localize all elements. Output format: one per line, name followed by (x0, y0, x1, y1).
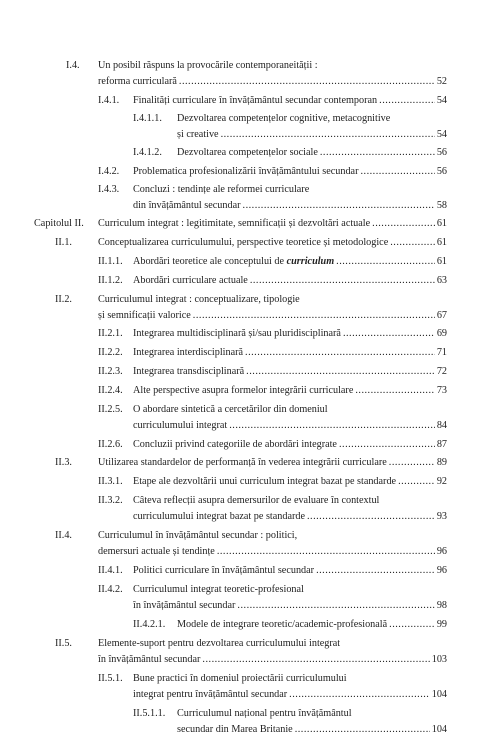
toc-entry (0, 418, 499, 433)
dot-leader (390, 235, 435, 250)
toc-entry-title: în învățământul secundar (98, 654, 201, 665)
toc-entry-title: demersuri actuale și tendințe (98, 546, 215, 557)
dot-leader (320, 145, 435, 160)
toc-entry-emphasis: curriculum (286, 256, 335, 267)
toc-entry (0, 636, 499, 651)
toc-entry (0, 292, 499, 307)
toc-entry-number: I.4.1.2. (133, 147, 162, 158)
toc-entry-page: 73 (436, 385, 447, 396)
toc-entry-title: Abordări teoretice ale conceptului de curriculum (133, 256, 335, 267)
toc-entry-number: I.4.3. (98, 184, 120, 195)
toc-entry-number: I.4.1. (98, 95, 120, 106)
toc-entry-number: I.4. (66, 60, 80, 71)
toc-entry-number: II.1.1. (98, 256, 123, 267)
dot-leader (379, 93, 435, 108)
toc-entry-number: I.4.1.1. (133, 113, 162, 124)
toc-entry-number: II.2.3. (98, 366, 123, 377)
toc-entry-title: reforma curriculară (98, 76, 177, 87)
toc-entry (0, 474, 499, 489)
toc-entry-title: Problematica profesionalizării învățământului secundar (133, 166, 359, 177)
toc-entry (0, 93, 499, 108)
dot-leader (193, 308, 435, 323)
dot-leader (229, 418, 435, 433)
toc-entry-number: II.4.1. (98, 565, 123, 576)
dot-leader (243, 198, 435, 213)
toc-entry-page: 61 (436, 256, 447, 267)
toc-entry-title: Elemente-suport pentru dezvoltarea curriculumului integrat (98, 638, 341, 649)
toc-entry-number: II.5.1. (98, 673, 123, 684)
toc-entry (0, 145, 499, 160)
toc-entry-title: Curriculumul în învățământul secundar : politici, (98, 530, 298, 541)
toc-entry (0, 127, 499, 142)
toc-entry (0, 706, 499, 721)
toc-entry-title: O abordare sintetică a cercetărilor din domeniul (133, 404, 328, 415)
toc-entry-page: 92 (436, 476, 447, 487)
toc-entry-number: II.2.1. (98, 328, 123, 339)
toc-entry (0, 563, 499, 578)
toc-entry-page: 69 (436, 328, 447, 339)
toc-entry (0, 455, 499, 470)
dot-leader (343, 326, 435, 341)
toc-entry-title: Dezvoltarea competențelor sociale (177, 147, 318, 158)
toc-entry-title: Bune practici în domeniul proiectării curriculumului (133, 673, 347, 684)
toc-entry (0, 402, 499, 417)
dot-leader (389, 617, 435, 632)
dot-leader (245, 345, 435, 360)
dot-leader (372, 216, 435, 231)
toc-entry-page: 56 (436, 166, 447, 177)
toc-entry-page: 103 (431, 654, 447, 665)
dot-leader (246, 364, 435, 379)
toc-entry-title: din învățământul secundar (133, 200, 241, 211)
toc-entry-title: Integrarea multidisciplinară și/sau pluridisciplinară (133, 328, 341, 339)
toc-entry (0, 687, 499, 702)
toc-entry (0, 273, 499, 288)
toc-entry-page: 63 (436, 275, 447, 286)
dot-leader (307, 509, 435, 524)
toc-entry-title: și semnificații valorice (98, 310, 191, 321)
toc-entry-page: 54 (436, 95, 447, 106)
toc-entry (0, 437, 499, 452)
toc-entry-page: 96 (436, 565, 447, 576)
toc-entry (0, 164, 499, 179)
dot-leader (389, 455, 435, 470)
toc-entry-title: Concluzii privind categoriile de abordări integrate (133, 439, 337, 450)
toc-entry-page: 61 (436, 237, 447, 248)
toc-entry (0, 198, 499, 213)
dot-leader (355, 383, 434, 398)
toc-entry (0, 582, 499, 597)
toc-entry-number: II.2.5. (98, 404, 123, 415)
toc-entry-title: Dezvoltarea competențelor cognitive, metacognitive (177, 113, 391, 124)
toc-entry-title: Curriculumul integrat teoretic-profesional (133, 584, 304, 595)
toc-entry-number: II.2. (55, 294, 72, 305)
toc-entry-page: 58 (436, 200, 447, 211)
dot-leader (336, 254, 435, 269)
toc-entry-number: II.3.2. (98, 495, 123, 506)
toc-entry (0, 58, 499, 73)
toc-entry-page: 87 (436, 439, 447, 450)
dot-leader (202, 652, 429, 667)
toc-entry-page: 99 (436, 619, 447, 630)
dot-leader (237, 598, 434, 613)
toc-entry-title: secundar din Marea Britanie (177, 724, 293, 735)
toc-entry (0, 364, 499, 379)
toc-entry (0, 493, 499, 508)
toc-entry-title: și creative (177, 129, 219, 140)
toc-entry (0, 509, 499, 524)
toc-entry-number: II.4.2. (98, 584, 123, 595)
toc-entry-title: Abordări curriculare actuale (133, 275, 248, 286)
toc-entry-title: Utilizarea standardelor de performanță în vederea integrării curriculare (98, 457, 387, 468)
toc-entry-title: curriculumului integrat bazat pe standarde (133, 511, 305, 522)
toc-entry-title: Un posibil răspuns la provocările contemporaneității : (98, 60, 318, 71)
toc-entry-number: II.3. (55, 457, 72, 468)
toc-entry-number: I.4.2. (98, 166, 120, 177)
toc-entry-title: în învățământul secundar (133, 600, 236, 611)
dot-leader (221, 127, 435, 142)
toc-entry (0, 528, 499, 543)
toc-entry-title: Curriculumul național pentru învățământul (177, 708, 352, 719)
toc-entry-page: 104 (431, 724, 447, 735)
toc-entry-title: Concluzi : tendințe ale reformei curriculare (133, 184, 310, 195)
dot-leader (295, 722, 430, 737)
toc-entry (0, 111, 499, 126)
toc-entry-title: curriculumului integrat (133, 420, 228, 431)
toc-entry-page: 93 (436, 511, 447, 522)
dot-leader (289, 687, 430, 702)
toc-entry-number: II.1. (55, 237, 72, 248)
toc-entry-title: Curriculum integrat : legitimitate, semnificații și dezvoltări actuale (98, 218, 371, 229)
toc-entry-number: II.2.2. (98, 347, 123, 358)
toc-entry-number: II.5.1.1. (133, 708, 166, 719)
toc-entry-page: 98 (436, 600, 447, 611)
toc-entry-number: II.3.1. (98, 476, 123, 487)
toc-entry-title: integrat pentru învățământul secundar (133, 689, 288, 700)
dot-leader (217, 544, 435, 559)
dot-leader (398, 474, 435, 489)
toc-entry-number: II.1.2. (98, 275, 123, 286)
toc-entry (0, 345, 499, 360)
toc-entry (0, 74, 499, 89)
toc-entry-page: 71 (436, 347, 447, 358)
toc-entry (0, 652, 499, 667)
toc-entry (0, 544, 499, 559)
dot-leader (360, 164, 434, 179)
toc-entry (0, 598, 499, 613)
dot-leader (179, 74, 435, 89)
toc-entry (0, 671, 499, 686)
toc-entry-number: II.4. (55, 530, 72, 541)
toc-entry-title: Câteva reflecții asupra demersurilor de evaluare în contextul (133, 495, 380, 506)
toc-entry (0, 617, 499, 632)
toc-entry (0, 722, 499, 737)
toc-entry (0, 326, 499, 341)
toc-entry-page: 52 (436, 76, 447, 87)
toc-entry-page: 96 (436, 546, 447, 557)
dot-leader (250, 273, 435, 288)
toc-entry-title: Curriculumul integrat : conceptualizare, tipologie (98, 294, 300, 305)
toc-entry-number: II.2.6. (98, 439, 123, 450)
toc-entry-page: 61 (436, 218, 447, 229)
toc-entry-page: 54 (436, 129, 447, 140)
toc-entry-page: 72 (436, 366, 447, 377)
toc-entry-page: 56 (436, 147, 447, 158)
toc-entry-page: 84 (436, 420, 447, 431)
toc-entry-title: Politici curriculare în învățământul secundar (133, 565, 315, 576)
toc-entry (0, 254, 499, 269)
toc-entry (0, 235, 499, 250)
toc-entry-title: Integrarea interdisciplinară (133, 347, 244, 358)
toc-entry (0, 216, 499, 231)
toc-entry (0, 308, 499, 323)
toc-entry-page: 67 (436, 310, 447, 321)
toc-entry-title: Conceptualizarea curriculumului, perspective teoretice și metodologice (98, 237, 389, 248)
toc-entry-title: Modele de integrare teoretic/academic-profesională (177, 619, 388, 630)
dot-leader (316, 563, 435, 578)
toc-entry (0, 383, 499, 398)
toc-entry-number: II.5. (55, 638, 72, 649)
toc-entry-number: II.2.4. (98, 385, 123, 396)
toc-entry-page: 89 (436, 457, 447, 468)
dot-leader (339, 437, 435, 452)
toc-entry-title: Alte perspective asupra formelor integrării curriculare (133, 385, 354, 396)
toc-entry-title: Etape ale dezvoltării unui curriculum integrat bazat pe standarde (133, 476, 397, 487)
toc-entry (0, 182, 499, 197)
toc-entry-page: 104 (431, 689, 447, 700)
toc-entry-title: Integrarea transdisciplinară (133, 366, 245, 377)
toc-entry-title: Finalități curriculare în învățământul secundar contemporan (133, 95, 378, 106)
toc-entry-number: II.4.2.1. (133, 619, 166, 630)
toc-entry-number: Capitolul II. (34, 218, 84, 229)
